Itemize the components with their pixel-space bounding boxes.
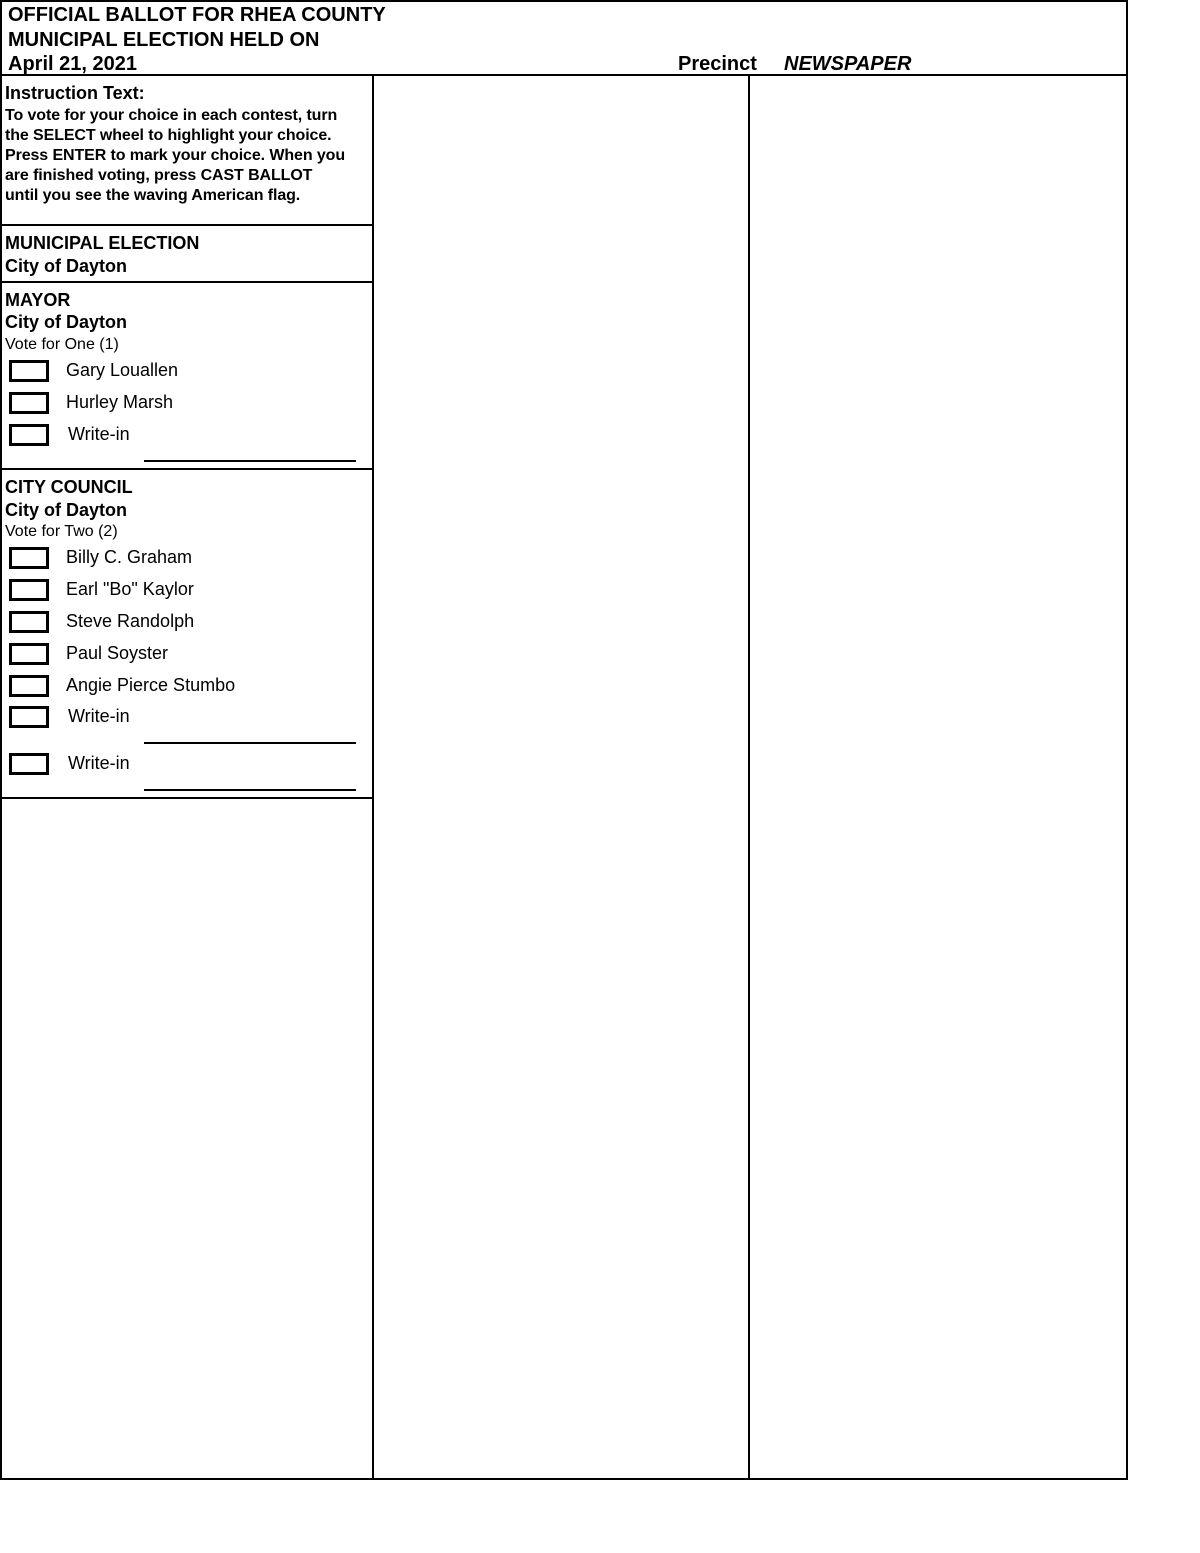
ballot-column-2 [374,76,750,1480]
instruction-line: until you see the waving American flag. [5,187,301,204]
candidate-name: Earl "Bo" Kaylor [66,579,194,599]
election-title: MUNICIPAL ELECTION [5,233,200,253]
candidate-option[interactable] [2,673,372,703]
ballot-title-line-2: MUNICIPAL ELECTION HELD ON [8,29,320,51]
candidate-option[interactable] [2,609,372,639]
contest-office: CITY COUNCIL [5,477,133,497]
vote-checkbox[interactable] [9,675,49,697]
candidate-name: Billy C. Graham [66,547,193,567]
ballot-column-3 [750,76,1128,1480]
candidate-name: Angie Pierce Stumbo [66,675,236,695]
precinct-label: Precinct [678,53,757,75]
vote-checkbox[interactable] [9,547,49,569]
precinct-value: NEWSPAPER [784,53,912,75]
vote-checkbox[interactable] [9,392,49,414]
vote-checkbox[interactable] [9,360,49,382]
election-date: April 21, 2021 [8,53,137,75]
writein-option[interactable] [2,422,372,452]
writein-option[interactable] [2,704,372,734]
instruction-line: are finished voting, press CAST BALLOT [5,167,313,184]
candidate-option[interactable] [2,358,372,388]
contest-jurisdiction: City of Dayton [5,312,128,332]
vote-checkbox[interactable] [9,706,49,728]
ballot-header [2,2,1126,76]
vote-checkbox[interactable] [9,753,49,775]
instruction-line: the SELECT wheel to highlight your choice. [5,127,332,144]
writein-input-line[interactable] [144,742,356,744]
writein-option[interactable] [2,751,372,781]
writein-input-line[interactable] [144,789,356,791]
writein-label: Write-in [68,424,130,444]
candidate-option[interactable] [2,577,372,607]
election-heading-section [2,226,372,283]
ballot-column-1 [2,76,374,1480]
contest-jurisdiction: City of Dayton [5,500,128,520]
writein-input-line[interactable] [144,460,356,462]
vote-checkbox[interactable] [9,424,49,446]
writein-label: Write-in [68,706,130,726]
instruction-text [5,106,377,206]
vote-checkbox[interactable] [9,579,49,601]
instruction-title: Instruction Text: [5,83,145,103]
candidate-option[interactable] [2,641,372,671]
candidate-option[interactable] [2,545,372,575]
candidate-name: Steve Randolph [66,611,195,631]
election-jurisdiction: City of Dayton [5,256,128,276]
vote-for-instruction: Vote for Two (2) [5,523,118,540]
candidate-name: Paul Soyster [66,643,169,663]
writein-label: Write-in [68,753,130,773]
instruction-section [2,76,372,226]
candidate-option[interactable] [2,390,372,420]
contest-office: MAYOR [5,290,71,310]
vote-checkbox[interactable] [9,611,49,633]
instruction-line: Press ENTER to mark your choice. When you [5,147,345,164]
candidate-name: Gary Louallen [66,360,179,380]
vote-checkbox[interactable] [9,643,49,665]
instruction-line: To vote for your choice in each contest, turn [5,107,338,124]
contest-mayor [2,283,372,470]
contest-city-council [2,470,372,799]
vote-for-instruction: Vote for One (1) [5,336,119,353]
candidate-name: Hurley Marsh [66,392,174,412]
ballot-title-line-1: OFFICIAL BALLOT FOR RHEA COUNTY [8,4,386,26]
